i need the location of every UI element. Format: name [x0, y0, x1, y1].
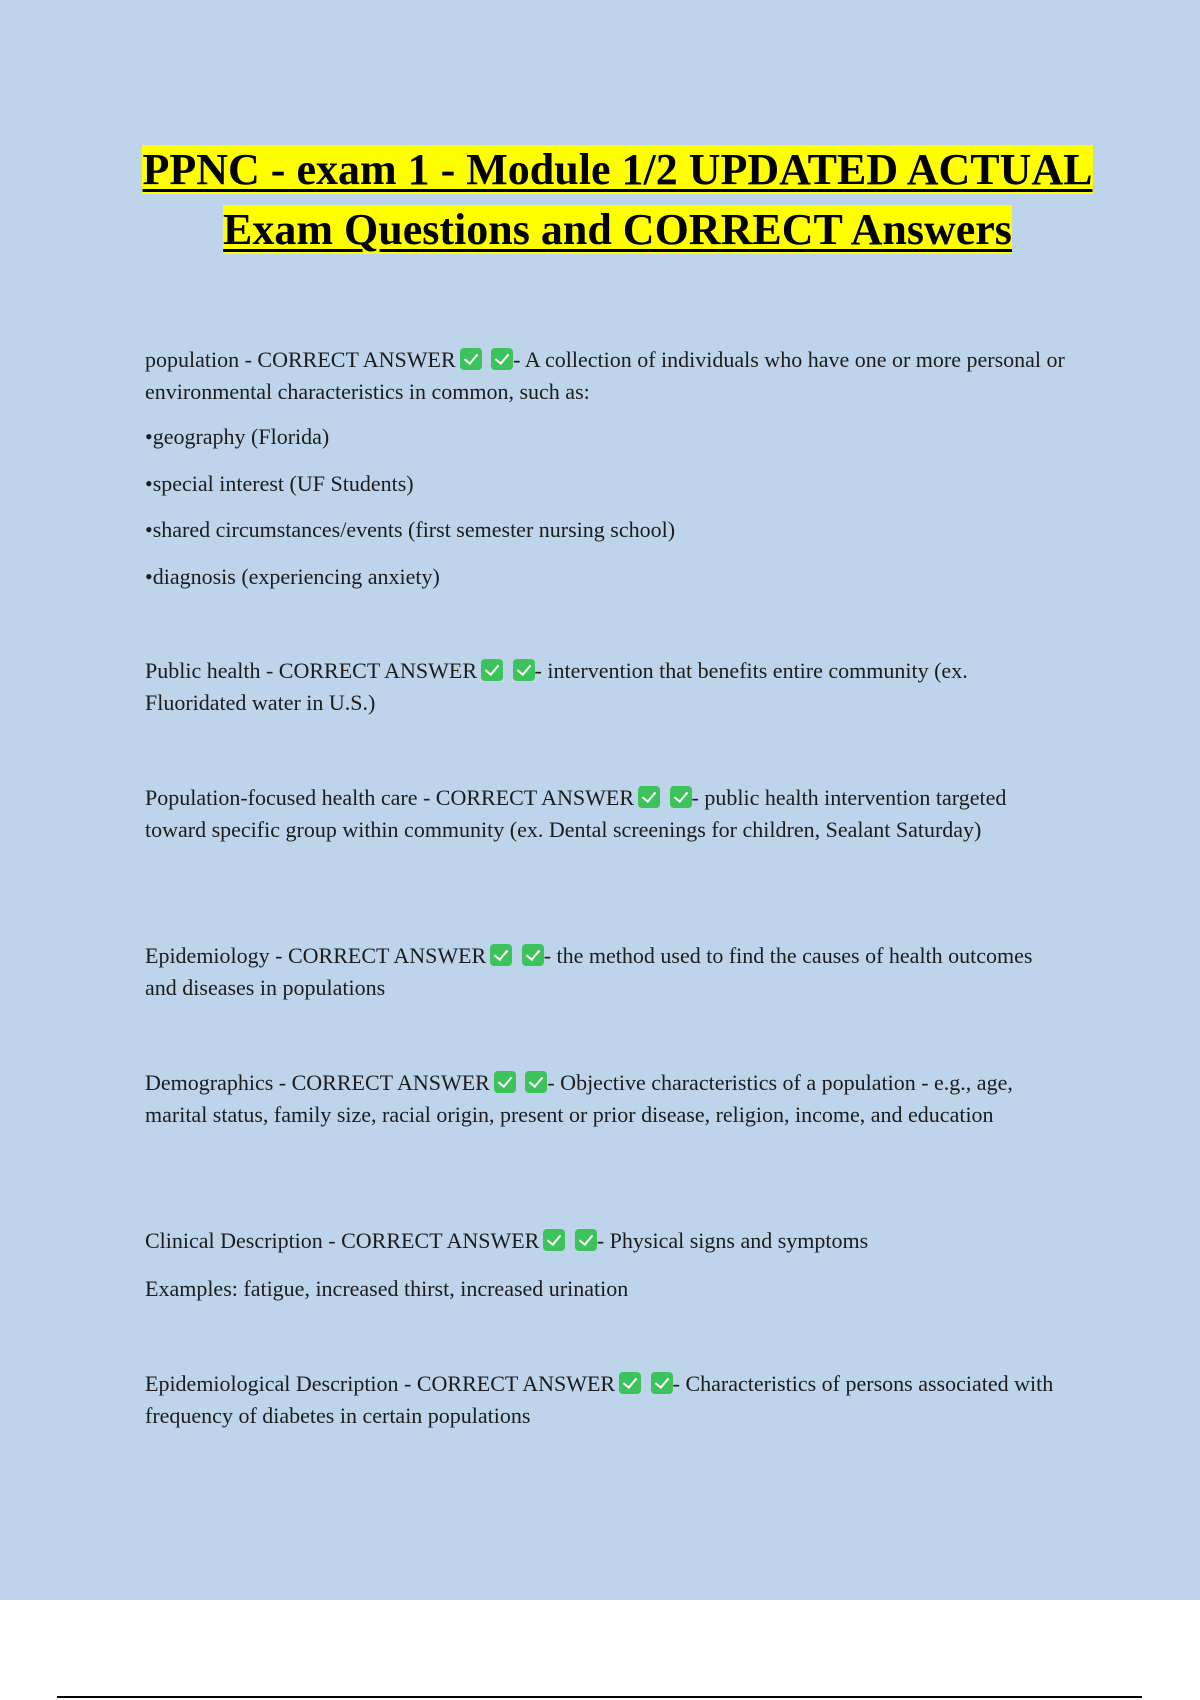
- qa-entry-population: [145, 344, 1065, 408]
- term: population - CORRECT ANSWER: [145, 347, 456, 372]
- term: Demographics - CORRECT ANSWER: [145, 1070, 490, 1095]
- check-box-icon: [619, 1372, 641, 1394]
- check-box-icon: [670, 786, 692, 808]
- definition: - Characteristics of persons associated with frequency of diabetes in certain populations: [145, 1371, 1054, 1428]
- check-box-icon: [651, 1372, 673, 1394]
- check-box-icon: [481, 659, 503, 681]
- list-item: •geography (Florida): [145, 424, 330, 449]
- document-title: PPNC - exam 1 - Module 1/2 UPDATED ACTUAL Exam Questions and CORRECT Answers: [142, 145, 1093, 254]
- check-box-icon: [522, 944, 544, 966]
- definition: - public health intervention targeted toward specific group within community (ex. Dental screenings for children, Sealant Saturday): [145, 785, 1007, 842]
- term: Clinical Description - CORRECT ANSWER: [145, 1228, 540, 1253]
- check-box-icon: [491, 348, 513, 370]
- definition: - Objective characteristics of a population - e.g., age, marital status, family size, racial origin, present or prior disease, religion, income, and education: [145, 1070, 1013, 1127]
- check-box-icon: [543, 1229, 565, 1251]
- qa-entry-clinical-description: [145, 1225, 1065, 1257]
- qa-entry-public-health: [145, 655, 1065, 719]
- check-box-icon: [513, 659, 535, 681]
- check-box-icon: [494, 1071, 516, 1093]
- term: Public health - CORRECT ANSWER: [145, 658, 478, 683]
- qa-entry-epidemiological-description: [145, 1368, 1065, 1432]
- list-item: •diagnosis (experiencing anxiety): [145, 564, 440, 589]
- footer-rule: [57, 1696, 1142, 1698]
- check-box-icon: [525, 1071, 547, 1093]
- check-box-icon: [638, 786, 660, 808]
- definition: - A collection of individuals who have one or more personal or environmental characteristics in common, such as:: [145, 347, 1065, 404]
- definition: - intervention that benefits entire community (ex. Fluoridated water in U.S.): [145, 658, 968, 715]
- term: Population-focused health care - CORRECT ANSWER: [145, 785, 635, 810]
- list-item: •special interest (UF Students): [145, 471, 414, 496]
- check-box-icon: [575, 1229, 597, 1251]
- check-box-icon: [490, 944, 512, 966]
- definition: - the method used to find the causes of health outcomes and diseases in populations: [145, 943, 1033, 1000]
- list-item: •shared circumstances/events (first semester nursing school): [145, 517, 676, 542]
- example-line: Examples: fatigue, increased thirst, increased urination: [145, 1276, 629, 1301]
- qa-entry-population-focused-health-care: [145, 782, 1065, 846]
- definition: - Physical signs and symptoms: [596, 1228, 869, 1253]
- qa-entry-demographics: [145, 1067, 1065, 1131]
- check-box-icon: [460, 348, 482, 370]
- term: Epidemiology - CORRECT ANSWER: [145, 943, 487, 968]
- qa-entry-epidemiology: [145, 940, 1065, 1004]
- term: Epidemiological Description - CORRECT ANSWER: [145, 1371, 616, 1396]
